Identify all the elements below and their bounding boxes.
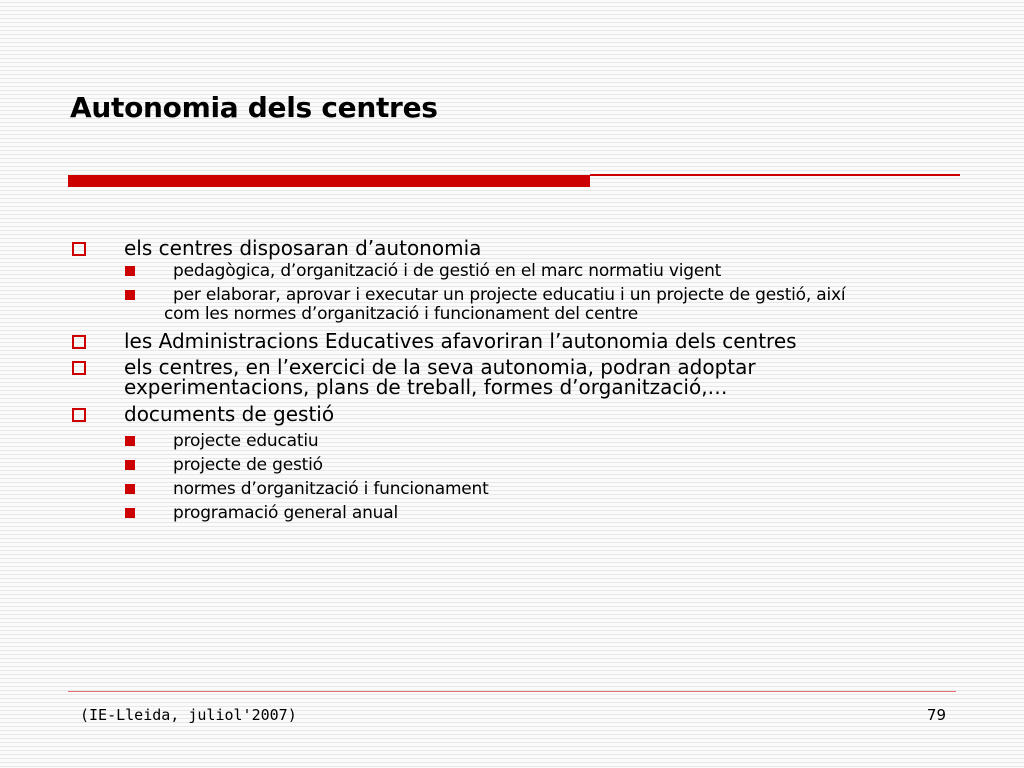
hollow-square-bullet-icon <box>72 335 86 349</box>
bullet-item <box>68 357 968 397</box>
sub-bullet-item <box>68 432 968 451</box>
title-underline-line <box>590 174 960 176</box>
sub-bullet-text: projecte educatiu <box>173 431 319 451</box>
filled-square-bullet-icon <box>125 460 135 470</box>
filled-square-bullet-icon <box>125 290 135 300</box>
sub-bullet-text: normes d’organització i funcionament <box>173 479 489 499</box>
bullet-item <box>68 238 968 258</box>
bullet-text: els centres disposaran d’autonomia <box>124 236 482 260</box>
slide-title: Autonomia dels centres <box>70 91 438 124</box>
sub-bullet-text: pedagògica, d’organització i de gestió en el marc normatiu vigent <box>173 261 722 281</box>
sub-bullet-text-continuation: com les normes d’organització i funcionament del centre <box>164 304 639 324</box>
bullet-item <box>68 404 968 424</box>
bullet-text: els centres, en l’exercici de la seva autonomia, podran adoptar experimentacions, plans de treball, formes d’organització,… <box>124 355 756 399</box>
sub-bullet-text: programació general anual <box>173 503 398 523</box>
filled-square-bullet-icon <box>125 436 135 446</box>
slide-content <box>68 238 968 528</box>
sub-bullet-text: per elaborar, aprovar i executar un projecte educatiu i un projecte de gestió, així <box>173 285 846 305</box>
sub-bullet-item <box>68 480 968 499</box>
title-underline-bar <box>68 175 590 187</box>
sub-bullet-item <box>68 504 968 523</box>
hollow-square-bullet-icon <box>72 408 86 422</box>
filled-square-bullet-icon <box>125 266 135 276</box>
sub-bullet-item <box>68 456 968 475</box>
filled-square-bullet-icon <box>125 508 135 518</box>
sub-bullet-item <box>68 286 968 324</box>
bullet-text: les Administracions Educatives afavoriran l’autonomia dels centres <box>124 329 797 353</box>
hollow-square-bullet-icon <box>72 242 86 256</box>
sub-bullet-text: projecte de gestió <box>173 455 323 475</box>
footer-source: (IE-Lleida, juliol'2007) <box>80 706 297 724</box>
documents-list <box>68 432 968 523</box>
bullet-item <box>68 331 968 351</box>
sub-bullet-item <box>68 262 968 281</box>
filled-square-bullet-icon <box>125 484 135 494</box>
footer-divider <box>68 691 956 692</box>
bullet-text: documents de gestió <box>124 402 335 426</box>
page-number: 79 <box>926 706 946 724</box>
hollow-square-bullet-icon <box>72 361 86 375</box>
